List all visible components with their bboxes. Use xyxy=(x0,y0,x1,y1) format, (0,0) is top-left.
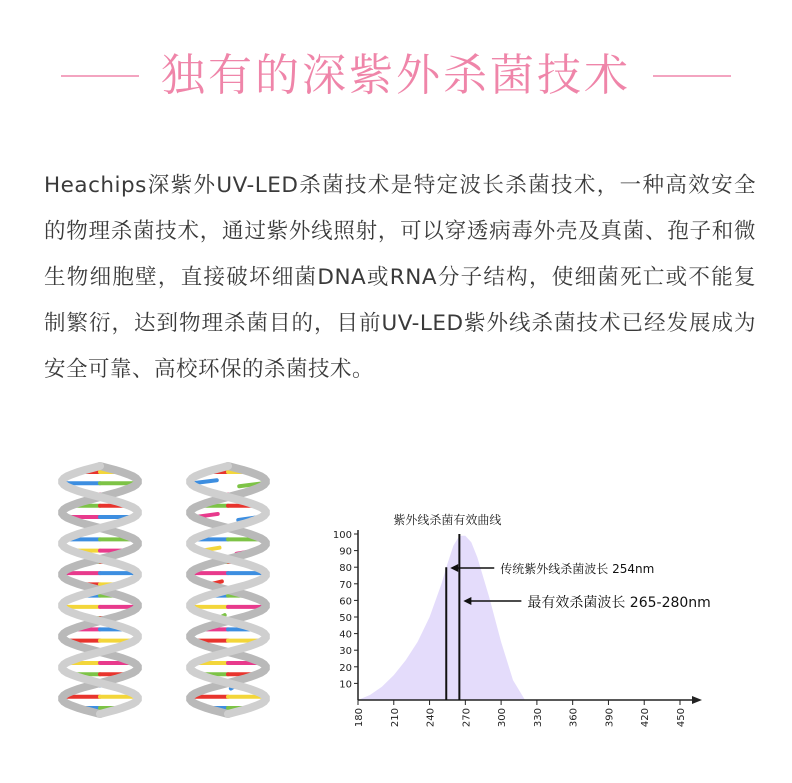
dna-helix-broken-icon xyxy=(178,456,288,736)
chart-title: 紫外线杀菌有效曲线 xyxy=(393,513,502,527)
annotation-label-265: 最有效杀菌波长 265-280nm xyxy=(527,595,711,611)
x-tick-label: 300 xyxy=(497,708,509,728)
x-tick-label: 450 xyxy=(676,708,687,728)
x-tick-label: 270 xyxy=(461,708,473,728)
x-tick-label: 180 xyxy=(354,708,365,728)
y-tick-label: 30 xyxy=(339,646,352,658)
y-tick-label: 20 xyxy=(339,662,352,674)
uv-effectiveness-chart xyxy=(320,500,760,740)
y-tick-label: 60 xyxy=(339,596,352,608)
y-tick-label: 70 xyxy=(339,579,352,591)
dna-helix-intact-icon xyxy=(50,456,160,736)
effectiveness-curve-area xyxy=(358,536,525,700)
x-tick-label: 390 xyxy=(604,708,616,728)
title-divider-right xyxy=(653,75,731,77)
intro-paragraph: Heachips深紫外UV-LED杀菌技术是特定波长杀菌技术，一种高效安全的物理杀菌技术，通过紫外线照射，可以穿透病毒外壳及真菌、孢子和微生物细胞壁，直接破坏细菌DNA或RNA分子结构，使细菌死亡或不能复制繁衍，达到物理杀菌目的，目前UV-LED紫外线杀菌技术已经发展成为安全可靠、高校环保的杀菌技术。 xyxy=(44,173,756,382)
x-tick-label: 240 xyxy=(425,708,437,728)
y-tick-label: 90 xyxy=(339,546,352,558)
y-tick-label: 10 xyxy=(339,679,352,691)
y-tick-label: 100 xyxy=(332,530,352,541)
annotation-label-254: 传统紫外线杀菌波长 254nm xyxy=(500,562,655,576)
x-tick-label: 330 xyxy=(532,708,544,728)
y-tick-label: 50 xyxy=(339,613,352,624)
x-tick-label: 360 xyxy=(568,708,580,728)
y-tick-label: 40 xyxy=(339,629,352,641)
x-tick-label: 210 xyxy=(389,708,401,728)
x-axis-arrow xyxy=(692,696,702,704)
x-tick-label: 420 xyxy=(640,708,652,728)
page-title: 独有的深紫外杀菌技术 xyxy=(161,50,631,101)
y-tick-label: 80 xyxy=(339,563,352,575)
title-divider-left xyxy=(61,75,139,77)
title-row xyxy=(0,44,792,108)
